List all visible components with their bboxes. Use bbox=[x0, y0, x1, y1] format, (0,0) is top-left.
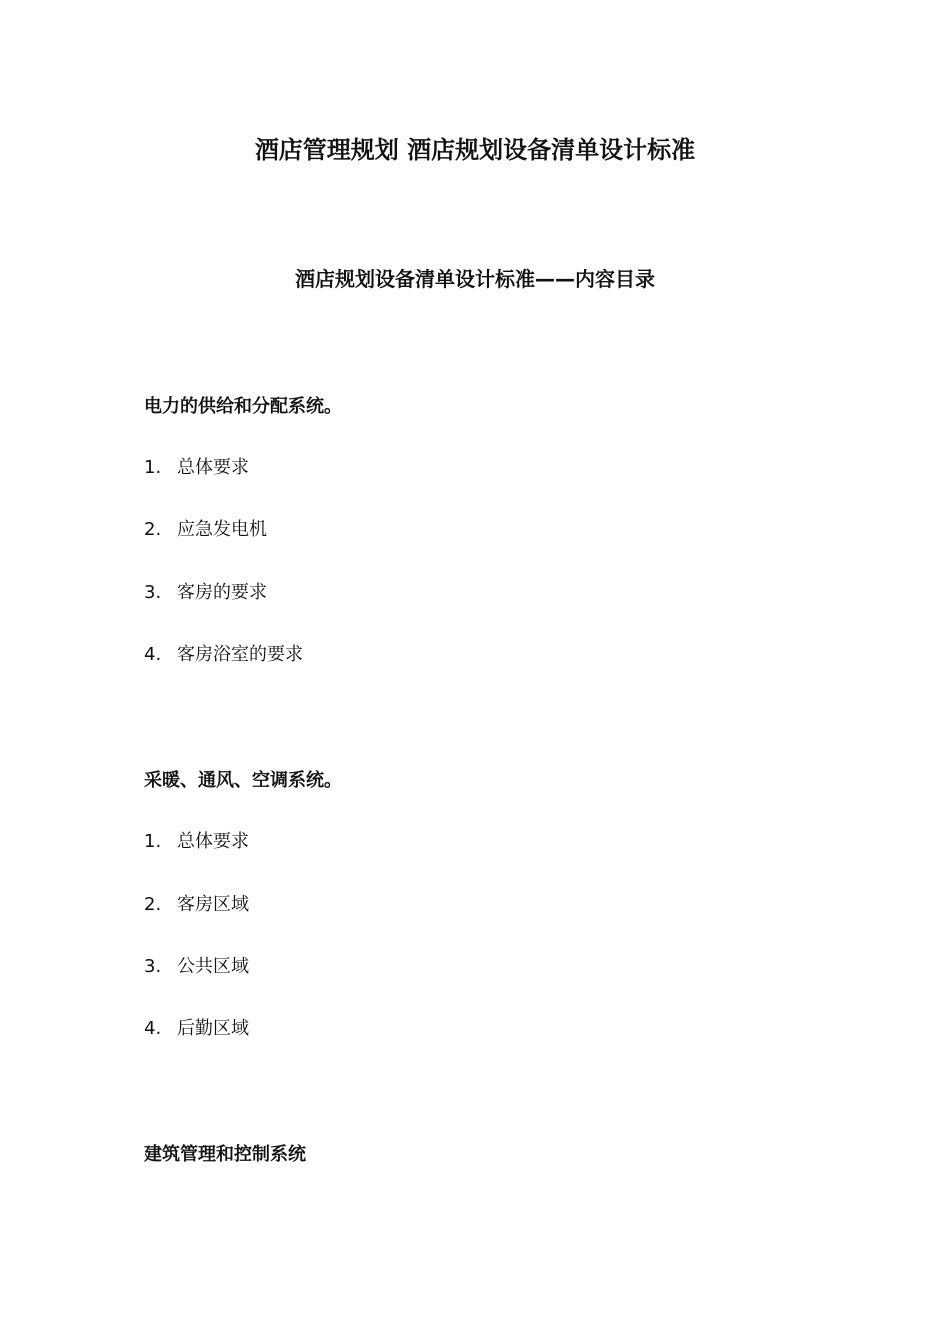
item-number: 4. bbox=[144, 644, 162, 665]
item-text: 后勤区域 bbox=[177, 1018, 249, 1039]
toc-item bbox=[144, 953, 249, 981]
toc-item bbox=[144, 1015, 249, 1043]
item-text: 应急发电机 bbox=[177, 519, 267, 540]
item-text: 总体要求 bbox=[177, 831, 249, 852]
item-text: 客房浴室的要求 bbox=[177, 644, 303, 665]
item-number: 4. bbox=[144, 1018, 162, 1039]
item-text: 客房区域 bbox=[177, 894, 249, 915]
toc-item bbox=[144, 641, 303, 669]
item-number: 1. bbox=[144, 831, 162, 852]
toc-item bbox=[144, 516, 267, 544]
section-heading-hvac: 采暖、通风、空调系统。 bbox=[144, 770, 342, 791]
toc-item bbox=[144, 579, 267, 607]
item-number: 1. bbox=[144, 457, 162, 478]
document-title: 酒店管理规划 酒店规划设备清单设计标准 bbox=[254, 136, 696, 164]
item-text: 客房的要求 bbox=[177, 582, 267, 603]
item-number: 2. bbox=[144, 519, 162, 540]
item-number: 3. bbox=[144, 582, 162, 603]
item-text: 总体要求 bbox=[177, 457, 249, 478]
section-heading-power: 电力的供给和分配系统。 bbox=[144, 396, 342, 417]
toc-item bbox=[144, 828, 249, 856]
item-number: 3. bbox=[144, 956, 162, 977]
section-heading-building-management: 建筑管理和控制系统 bbox=[144, 1144, 306, 1165]
toc-item bbox=[144, 891, 249, 919]
item-number: 2. bbox=[144, 894, 162, 915]
item-text: 公共区域 bbox=[177, 956, 249, 977]
toc-title: 酒店规划设备清单设计标准——内容目录 bbox=[295, 267, 655, 291]
toc-item bbox=[144, 454, 249, 482]
